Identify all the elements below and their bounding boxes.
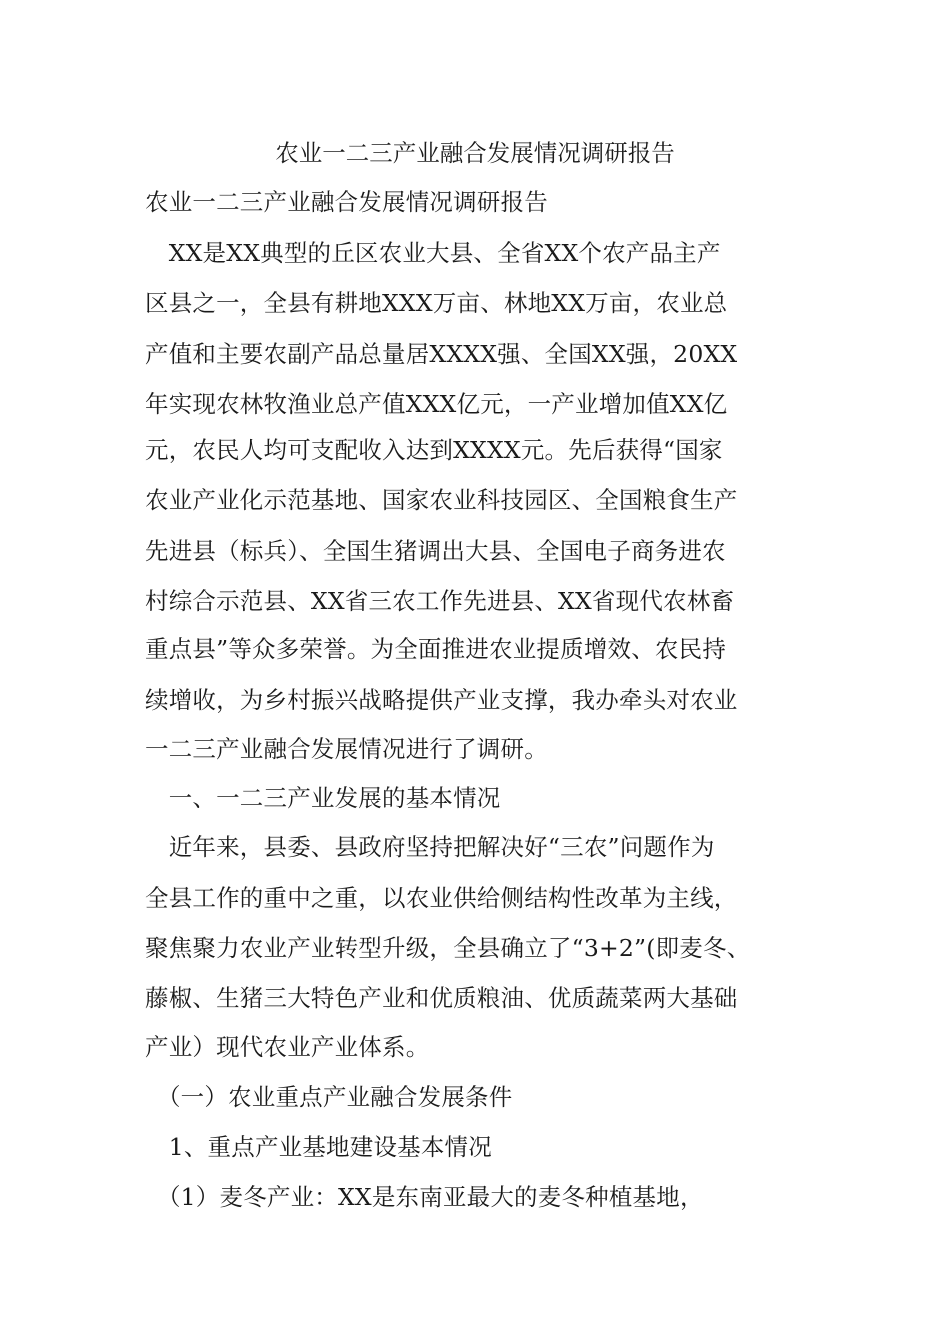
paragraph-line: 近年来，县委、县政府坚持把解决好“三农”问题作为 bbox=[145, 833, 715, 861]
subsection-heading: （一）农业重点产业融合发展条件 bbox=[145, 1083, 513, 1111]
paragraph-line: XX是XX典型的丘区农业大县、全省XX个农产品主产 bbox=[145, 239, 721, 267]
paragraph-line: 区县之一，全县有耕地XXX万亩、林地XX万亩，农业总 bbox=[145, 289, 728, 317]
paragraph-line: 一二三产业融合发展情况进行了调研。 bbox=[145, 735, 548, 763]
paragraph-line: 全县工作的重中之重，以农业供给侧结构性改革为主线， bbox=[145, 884, 738, 912]
paragraph-line: 续增收，为乡村振兴战略提供产业支撑，我办牵头对农业 bbox=[145, 686, 738, 714]
paragraph-line: 藤椒、生猪三大特色产业和优质粮油、优质蔬菜两大基础 bbox=[145, 984, 738, 1012]
paragraph-line: 年实现农林牧渔业总产值XXX亿元，一产业增加值XX亿 bbox=[145, 390, 728, 418]
paragraph-line: 重点县”等众多荣誉。为全面推进农业提质增效、农民持 bbox=[145, 635, 727, 663]
subtitle-line: 农业一二三产业融合发展情况调研报告 bbox=[145, 188, 548, 216]
document-title: 农业一二三产业融合发展情况调研报告 bbox=[275, 139, 675, 167]
paragraph-line: 产值和主要农副产品总量居XXXX强、全国XX强，20XX bbox=[145, 340, 738, 368]
section-heading: 一、一二三产业发展的基本情况 bbox=[145, 784, 501, 812]
paragraph-line: 元，农民人均可支配收入达到XXXX元。先后获得“国家 bbox=[145, 436, 723, 464]
paragraph-line: （1）麦冬产业：XX是东南亚最大的麦冬种植基地， bbox=[145, 1183, 704, 1211]
paragraph-line: 先进县（标兵）、全国生猪调出大县、全国电子商务进农 bbox=[145, 537, 726, 565]
paragraph-line: 产业）现代农业产业体系。 bbox=[145, 1033, 430, 1061]
paragraph-line: 聚焦聚力农业产业转型升级，全县确立了“3+2”(即麦冬、 bbox=[145, 934, 751, 962]
paragraph-line: 农业产业化示范基地、国家农业科技园区、全国粮食生产 bbox=[145, 486, 738, 514]
paragraph-line: 村综合示范县、XX省三农工作先进县、XX省现代农林畜 bbox=[145, 587, 735, 615]
subsection-heading: 1、重点产业基地建设基本情况 bbox=[145, 1133, 492, 1161]
